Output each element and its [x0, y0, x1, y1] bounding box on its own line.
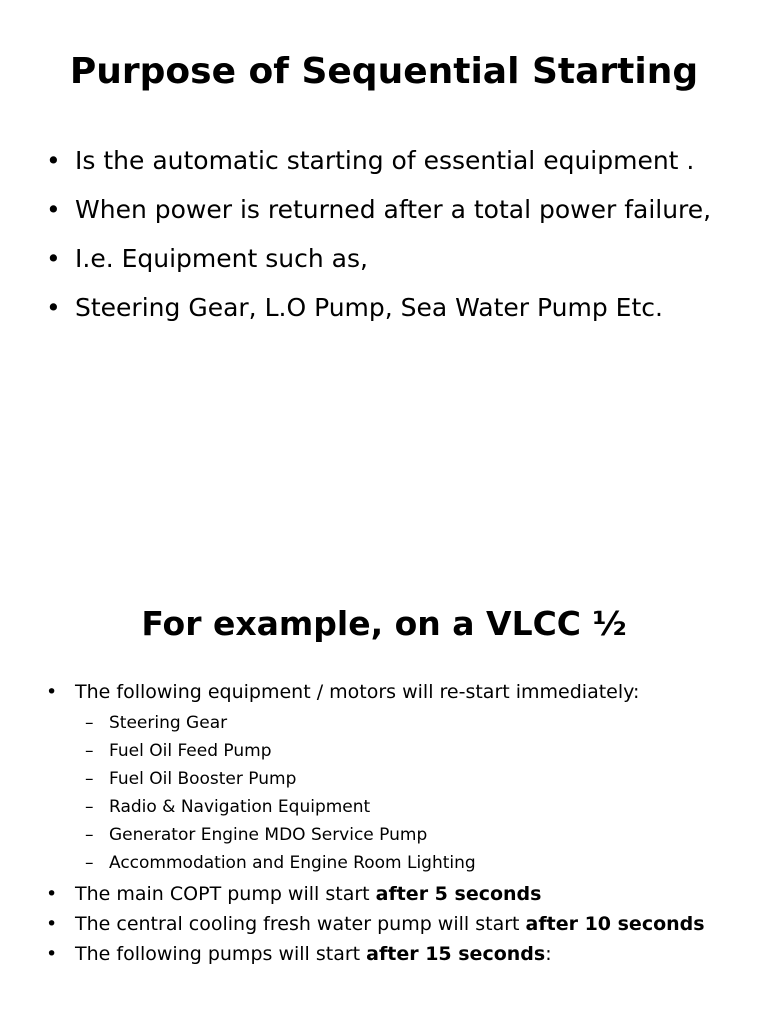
dash-icon: – [85, 741, 94, 761]
sub-item-text: Accommodation and Engine Room Lighting [109, 853, 476, 873]
sub-item [75, 737, 736, 765]
bullet-item [46, 680, 736, 877]
bullet-emphasis: after 10 seconds [525, 913, 705, 935]
dash-icon: – [85, 853, 94, 873]
bullet-item [46, 140, 736, 181]
bullet-item [46, 238, 736, 279]
bullet-text: The central cooling fresh water pump will start [75, 913, 526, 935]
dash-icon: – [85, 797, 94, 817]
bullet-icon: • [46, 681, 58, 703]
dash-icon: – [85, 769, 94, 789]
bullet-icon: • [46, 943, 58, 965]
sub-item [75, 849, 736, 877]
slide-1-bullet-list [46, 140, 736, 336]
slide-2-title: For example, on a VLCC ½ [141, 604, 627, 643]
sub-item [75, 821, 736, 849]
sub-item-text: Steering Gear [109, 713, 228, 733]
bullet-text: When power is returned after a total power failure, [75, 195, 712, 224]
slide-1-title: Purpose of Sequential Starting [69, 51, 699, 92]
bullet-text: The main COPT pump will start [75, 883, 376, 905]
slide-2-bullet-list [46, 680, 736, 972]
bullet-text: Steering Gear, L.O Pump, Sea Water Pump Etc. [75, 293, 663, 322]
dash-icon: – [85, 713, 94, 733]
sub-item [75, 765, 736, 793]
bullet-suffix: : [545, 943, 552, 965]
bullet-text: Is the automatic starting of essential equipment . [75, 146, 695, 175]
sub-item-text: Fuel Oil Feed Pump [109, 741, 272, 761]
bullet-icon: • [46, 913, 58, 935]
sub-item-text: Radio & Navigation Equipment [109, 797, 371, 817]
sub-bullet-list [75, 709, 736, 877]
bullet-icon: • [46, 293, 61, 322]
bullet-text: The following pumps will start [75, 943, 367, 965]
bullet-icon: • [46, 883, 58, 905]
bullet-emphasis: after 5 seconds [375, 883, 542, 905]
sub-item-text: Fuel Oil Booster Pump [109, 769, 297, 789]
bullet-icon: • [46, 146, 61, 175]
bullet-emphasis: after 15 seconds [366, 943, 546, 965]
dash-icon: – [85, 825, 94, 845]
sub-item-text: Generator Engine MDO Service Pump [109, 825, 428, 845]
bullet-item [46, 912, 736, 937]
bullet-item [46, 882, 736, 907]
bullet-icon: • [46, 244, 61, 273]
slide-2 [0, 576, 768, 1024]
bullet-icon: • [46, 195, 61, 224]
bullet-item [46, 942, 736, 967]
bullet-item [46, 189, 736, 230]
bullet-text: The following equipment / motors will re-start immediately: [75, 681, 640, 703]
bullet-item [46, 287, 736, 328]
sub-item [75, 709, 736, 737]
bullet-text: I.e. Equipment such as, [75, 244, 368, 273]
sub-item [75, 793, 736, 821]
